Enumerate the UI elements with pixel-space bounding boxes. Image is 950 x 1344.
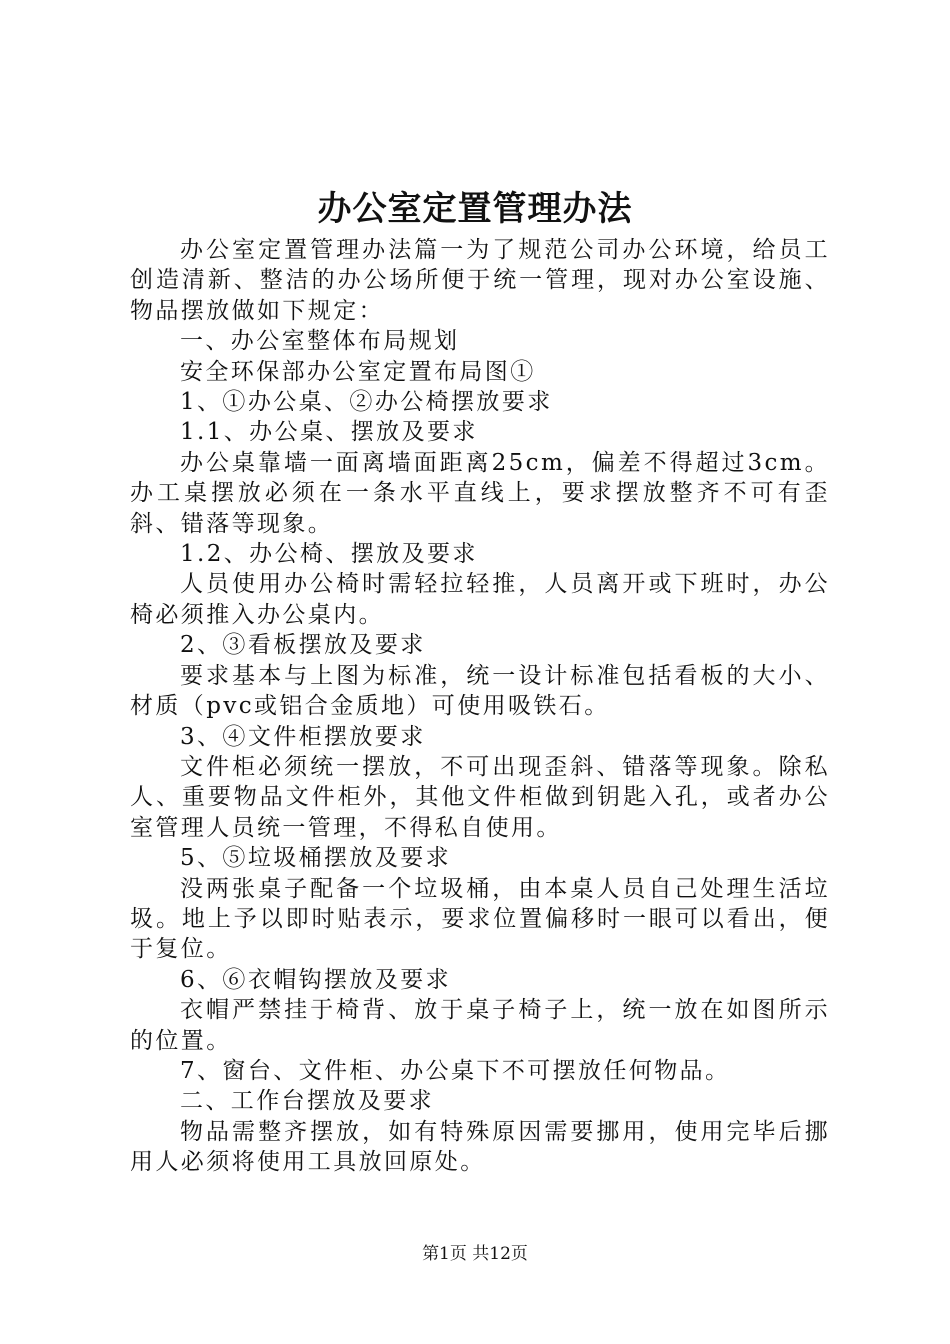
paragraph-workbench-rules: 物品需整齐摆放，如有特殊原因需要挪用，使用完毕后挪用人必须将使用工具放回原处。 xyxy=(130,1118,830,1176)
paragraph-chair-rules: 人员使用办公椅时需轻拉轻推，人员离开或下班时，办公椅必须推入办公桌内。 xyxy=(130,571,830,628)
page-number-footer: 第1页 共12页 xyxy=(422,1244,528,1264)
paragraph-desk-rules: 办公桌靠墙一面离墙面距离25cm，偏差不得超过3cm。办工桌摆放必须在一条水平直线上，要求摆放整齐不可有歪斜、错落等现象。 xyxy=(130,449,830,537)
paragraph-intro: 办公室定置管理办法篇一为了规范公司办公环境，给员工创造清新、整洁的办公场所便于统一管理，现对办公室设施、物品摆放做如下规定： xyxy=(130,237,830,324)
paragraph-trash-rules: 没两张桌子配备一个垃圾桶，由本桌人员自己处理生活垃圾。地上予以即时贴表示，要求位置偏移时一眼可以看出，便于复位。 xyxy=(130,875,830,963)
heading-item-1: 1、①办公桌、②办公椅摆放要求 xyxy=(180,389,553,416)
paragraph-hook-rules: 衣帽严禁挂于椅背、放于桌子椅子上，统一放在如图所示的位置。 xyxy=(130,997,830,1054)
paragraph-cabinet-rules: 文件柜必须统一摆放，不可出现歪斜、错落等现象。除私人、重要物品文件柜外，其他文件柜做到钥匙入孔，或者办公室管理人员统一管理，不得私自使用。 xyxy=(130,753,830,841)
paragraph-board-rules: 要求基本与上图为标准，统一设计标准包括看板的大小、材质（pvc或铝合金质地）可使用吸铁石。 xyxy=(130,662,830,720)
heading-item-1-2: 1.2、办公椅、摆放及要求 xyxy=(180,541,478,568)
heading-item-6: 6、⑥衣帽钩摆放及要求 xyxy=(180,966,452,993)
heading-item-3: 3、④文件柜摆放要求 xyxy=(180,723,426,750)
document-title: 办公室定置管理办法 xyxy=(317,189,633,229)
heading-section-1: 一、办公室整体布局规划 xyxy=(180,328,460,355)
document-body xyxy=(130,235,830,1178)
heading-item-1-1: 1.1、办公桌、摆放及要求 xyxy=(180,419,478,446)
heading-section-2: 二、工作台摆放及要求 xyxy=(180,1088,434,1115)
paragraph-layout-figure: 安全环保部办公室定置布局图① xyxy=(180,358,536,385)
paragraph-item-7: 7、窗台、文件柜、办公桌下不可摆放任何物品。 xyxy=(180,1057,731,1084)
heading-item-2: 2、③看板摆放及要求 xyxy=(180,632,426,659)
heading-item-5: 5、⑤垃圾桶摆放及要求 xyxy=(180,845,452,872)
